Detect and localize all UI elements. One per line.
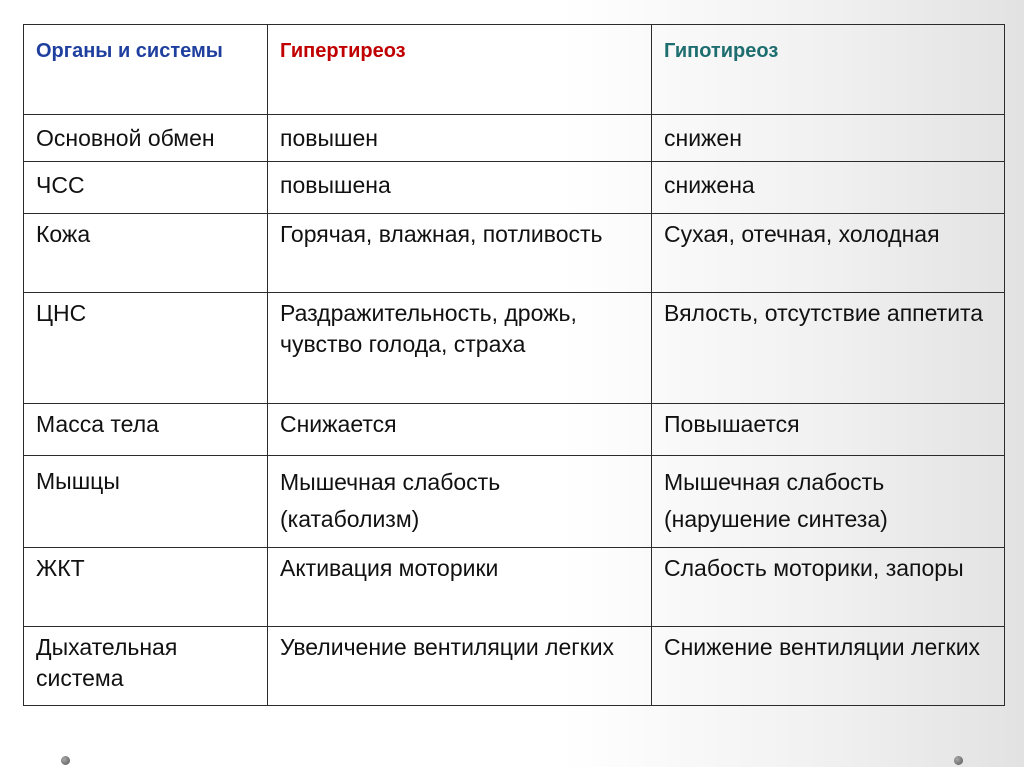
cell-organ: ЧСС <box>24 162 268 214</box>
cell-hypo: Вялость, отсутствие аппетита <box>652 293 1005 404</box>
cell-hyper: Увеличение вентиляции легких <box>268 627 652 706</box>
cell-hypo: снижен <box>652 115 1005 162</box>
header-row <box>24 25 1005 115</box>
comparison-table <box>23 24 1005 706</box>
cell-organ: Кожа <box>24 214 268 293</box>
cell-organ: ЖКТ <box>24 548 268 627</box>
header-hyperthyroidism: Гипертиреоз <box>268 25 652 115</box>
cell-hyper: Раздражительность, дрожь, чувство голода, страха <box>268 293 652 404</box>
cell-hyper: Горячая, влажная, потливость <box>268 214 652 293</box>
cell-organ: Основной обмен <box>24 115 268 162</box>
table-row <box>24 456 1005 548</box>
header-hypothyroidism: Гипотиреоз <box>652 25 1005 115</box>
cell-hyper: Активация моторики <box>268 548 652 627</box>
table-row <box>24 627 1005 706</box>
cell-hyper: повышен <box>268 115 652 162</box>
table-row <box>24 162 1005 214</box>
table-row <box>24 115 1005 162</box>
cell-hyper: Мышечная слабость (катаболизм) <box>268 456 652 548</box>
header-organs: Органы и системы <box>24 25 268 115</box>
cell-organ: Масса тела <box>24 404 268 456</box>
cell-hypo: Слабость моторики, запоры <box>652 548 1005 627</box>
cell-hypo: Сухая, отечная, холодная <box>652 214 1005 293</box>
cell-hypo: Повышается <box>652 404 1005 456</box>
cell-organ: Мышцы <box>24 456 268 548</box>
bullet-dot-left-icon <box>61 756 70 765</box>
cell-hypo: Снижение вентиляции легких <box>652 627 1005 706</box>
cell-organ: Дыхательная система <box>24 627 268 706</box>
cell-hypo: снижена <box>652 162 1005 214</box>
bullet-dot-right-icon <box>954 756 963 765</box>
cell-hyper: повышена <box>268 162 652 214</box>
table-row <box>24 404 1005 456</box>
cell-hyper: Снижается <box>268 404 652 456</box>
table-row <box>24 293 1005 404</box>
table-row <box>24 548 1005 627</box>
table-row <box>24 214 1005 293</box>
cell-organ: ЦНС <box>24 293 268 404</box>
cell-hypo: Мышечная слабость (нарушение синтеза) <box>652 456 1005 548</box>
